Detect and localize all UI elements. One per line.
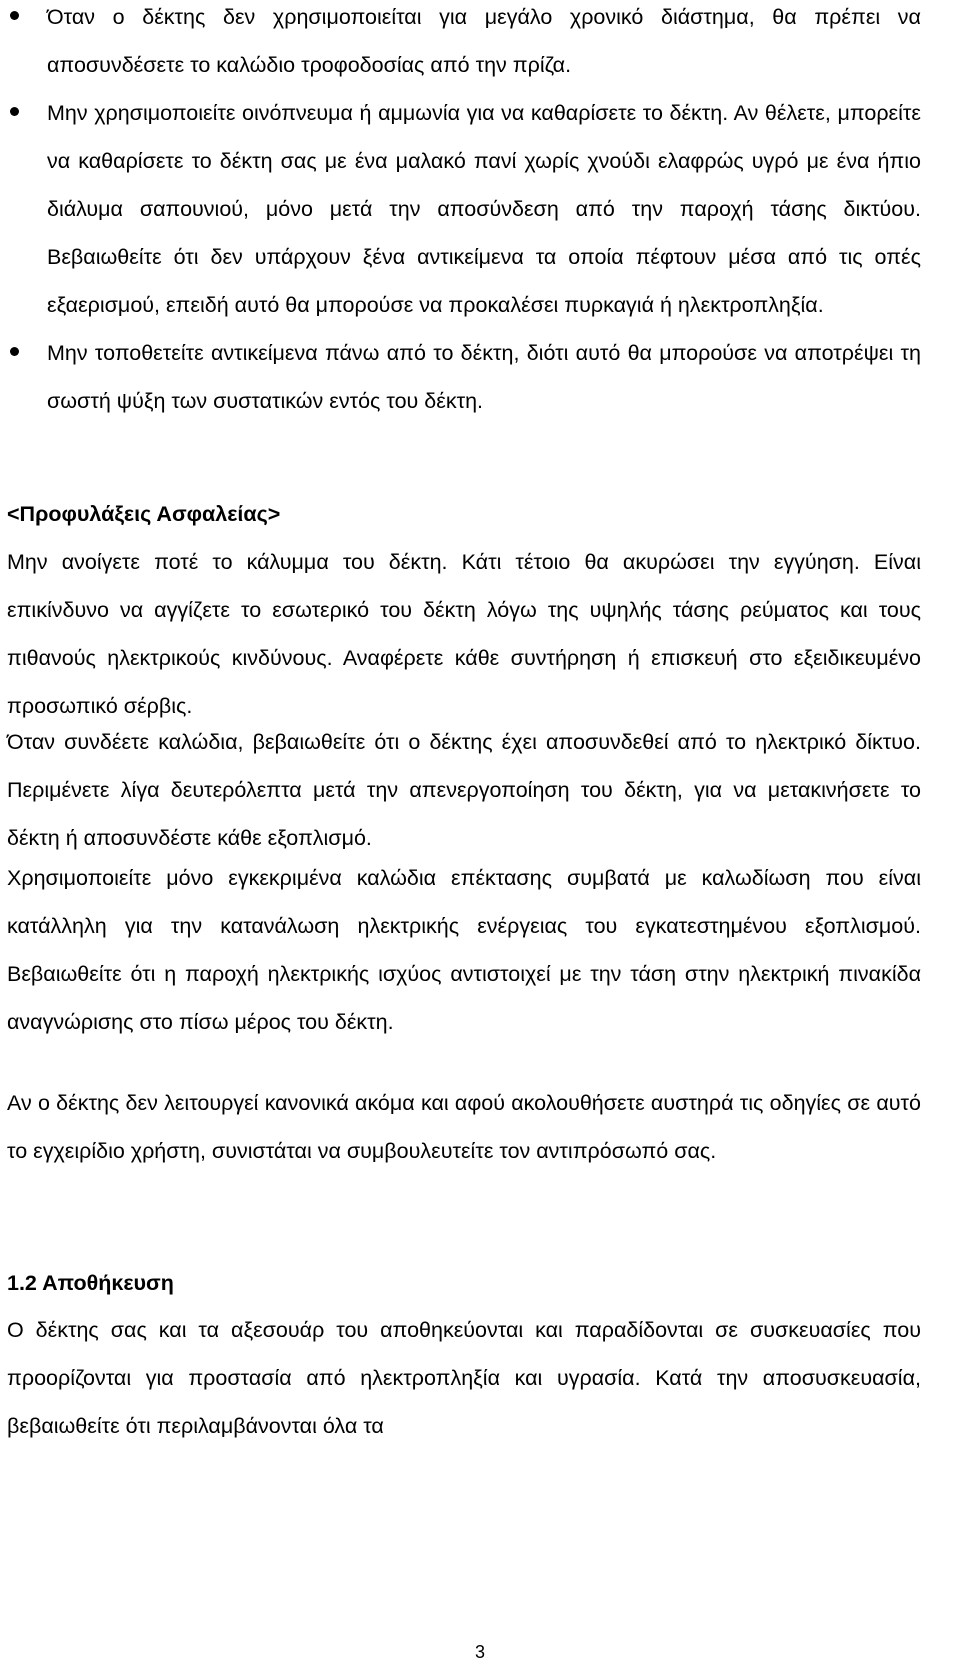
safety-paragraph-dealer: Αν ο δέκτης δεν λειτουργεί κανονικά ακόμα και αφού ακολουθήσετε αυστηρά τις οδηγίες σε αυτό το εγχειρίδιο χρήστη, συνιστάται να συμβουλευτείτε τον αντιπρόσωπό σας. [7,1091,921,1163]
maintenance-bullet-list [0,0,960,425]
bullet-dot-icon [10,107,19,116]
bullet-text: Μην χρησιμοποιείτε οινόπνευμα ή αμμωνία για να καθαρίσετε το δέκτη. Αν θέλετε, μπορείτε να καθαρίσετε το δέκτη σας με ένα μαλακό πανί χωρίς χνούδι ελαφρώς υγρό με ένα ήπιο διάλυμα σαπουνιού, μόνο μετά την αποσύνδεση από την παροχή τάσης δικτύου. Βεβαιωθείτε ότι δεν υπάρχουν ξένα αντικείμενα τα οποία πέφτουν μέσα από τις οπές εξαερισμού, επειδή αυτό θα μπορούσε να προκαλέσει πυρκαγιά ή ηλεκτροπληξία. [47,101,921,317]
page-number: 3 [474,1642,485,1662]
safety-paragraph-extension: Χρησιμοποιείτε μόνο εγκεκριμένα καλώδια επέκτασης συμβατά με καλωδίωση που είναι κατάλληλη για την κατανάλωση ηλεκτρικής ενέργειας του εγκατεστημένου εξοπλισμού. Βεβαιωθείτε ότι η παροχή ηλεκτρικής ισχύος αντιστοιχεί με την τάση στην ηλεκτρική πινακίδα αναγνώρισης στο πίσω μέρος του δέκτη. [7,866,921,1034]
bullet-item-cleaning [0,89,921,329]
bullet-dot-icon [10,11,19,20]
bullet-item-unplug [0,0,921,89]
bullet-text: Όταν ο δέκτης δεν χρησιμοποιείται για μεγάλο χρονικό διάστημα, θα πρέπει να αποσυνδέσετε το καλώδιο τροφοδοσίας από την πρίζα. [47,5,921,77]
safety-paragraph-cover: Μην ανοίγετε ποτέ το κάλυμμα του δέκτη. Κάτι τέτοιο θα ακυρώσει την εγγύηση. Είναι επικίνδυνο να αγγίζετε το εσωτερικό του δέκτη λόγω της υψηλής τάσης ρεύματος και τους πιθανούς ηλεκτρικούς κινδύνους. Αναφέρετε κάθε συντήρηση ή επισκευή στο εξειδικευμένο προσωπικό σέρβις. [7,550,921,718]
bullet-dot-icon [10,347,19,356]
section-heading-storage: 1.2 Αποθήκευση [7,1271,174,1295]
safety-paragraph-cables: Όταν συνδέετε καλώδια, βεβαιωθείτε ότι ο δέκτης έχει αποσυνδεθεί από το ηλεκτρικό δίκτυο. Περιμένετε λίγα δευτερόλεπτα μετά την απενεργοποίηση του δέκτη, για να μετακινήσετε το δέκτη ή αποσυνδέστε κάθε εξοπλισμό. [7,730,921,850]
bullet-text: Μην τοποθετείτε αντικείμενα πάνω από το δέκτη, διότι αυτό θα μπορούσε να αποτρέψει τη σωστή ψύξη των συστατικών εντός του δέκτη. [47,341,921,413]
bullet-item-ventilation [0,329,921,425]
storage-paragraph: Ο δέκτης σας και τα αξεσουάρ του αποθηκεύονται και παραδίδονται σε συσκευασίες που προορίζονται για προστασία από ηλεκτροπληξία και υγρασία. Κατά την αποσυσκευασία, βεβαιωθείτε ότι περιλαμβάνονται όλα τα [7,1318,921,1438]
safety-heading: <Προφυλάξεις Ασφαλείας> [7,502,281,526]
